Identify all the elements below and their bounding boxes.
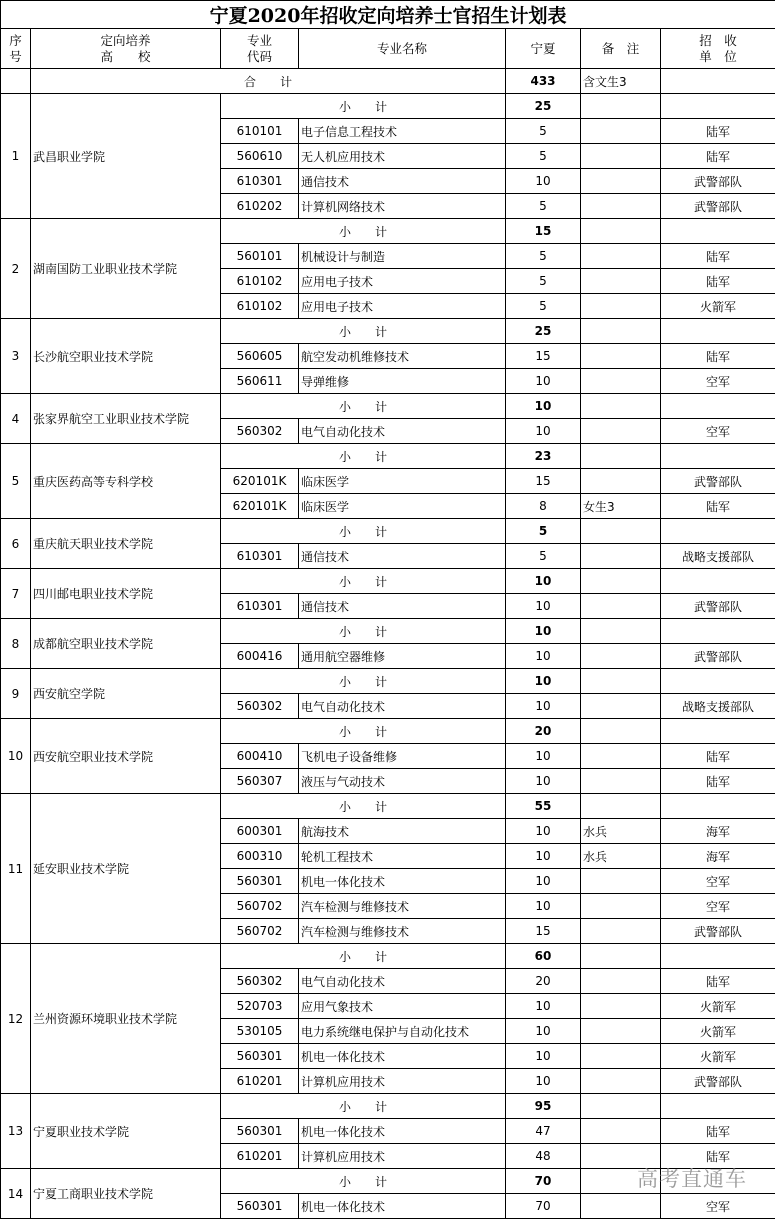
recruiting-unit: 陆军: [661, 1144, 775, 1169]
subtotal-label: 小 计: [221, 669, 506, 694]
quota-count: 10: [506, 769, 581, 794]
note-cell: [581, 869, 661, 894]
major-code: 560702: [221, 894, 299, 919]
note-cell: 水兵: [581, 819, 661, 844]
school-name: 重庆医药高等专科学校: [31, 444, 221, 519]
recruiting-unit: 武警部队: [661, 469, 775, 494]
major-name: 无人机应用技术: [299, 144, 506, 169]
major-code: 610301: [221, 169, 299, 194]
note-cell: [581, 469, 661, 494]
major-name: 航海技术: [299, 819, 506, 844]
major-name: 计算机应用技术: [299, 1144, 506, 1169]
subtotal-label: 小 计: [221, 569, 506, 594]
subtotal-row: [1, 944, 775, 969]
school-name: 西安航空职业技术学院: [31, 719, 221, 794]
major-name: 机电一体化技术: [299, 1119, 506, 1144]
subtotal-row: [1, 444, 775, 469]
school-seq: 7: [1, 569, 31, 619]
major-code: 560611: [221, 369, 299, 394]
quota-count: 10: [506, 819, 581, 844]
unit-cell: [661, 1094, 775, 1119]
major-code: 610201: [221, 1069, 299, 1094]
recruiting-unit: 火箭军: [661, 1044, 775, 1069]
major-name: 通信技术: [299, 594, 506, 619]
major-name: 电气自动化技术: [299, 694, 506, 719]
note-cell: [581, 194, 661, 219]
recruiting-unit: 陆军: [661, 969, 775, 994]
major-code: 600301: [221, 819, 299, 844]
major-code: 610102: [221, 269, 299, 294]
total-label: 合 计: [31, 69, 506, 94]
major-code: 610102: [221, 294, 299, 319]
quota-count: 47: [506, 1119, 581, 1144]
school-name: 四川邮电职业技术学院: [31, 569, 221, 619]
unit-cell: [661, 794, 775, 819]
school-name: 宁夏工商职业技术学院: [31, 1169, 221, 1219]
major-code: 530105: [221, 1019, 299, 1044]
major-name: 通信技术: [299, 169, 506, 194]
subtotal-count: 60: [506, 944, 581, 969]
header-code: 专业 代码: [221, 29, 299, 69]
subtotal-count: 10: [506, 569, 581, 594]
watermark: 高考直通车: [637, 1163, 747, 1193]
note-cell: [581, 269, 661, 294]
school-seq: 4: [1, 394, 31, 444]
recruiting-unit: 武警部队: [661, 594, 775, 619]
subtotal-label: 小 计: [221, 319, 506, 344]
recruiting-unit: 陆军: [661, 769, 775, 794]
quota-count: 5: [506, 294, 581, 319]
subtotal-row: [1, 669, 775, 694]
quota-count: 10: [506, 644, 581, 669]
major-name: 导弹维修: [299, 369, 506, 394]
major-code: 610101: [221, 119, 299, 144]
note-cell: 水兵: [581, 844, 661, 869]
note-cell: [581, 919, 661, 944]
note-cell: [581, 394, 661, 419]
subtotal-count: 5: [506, 519, 581, 544]
quota-count: 5: [506, 544, 581, 569]
note-cell: [581, 169, 661, 194]
subtotal-count: 10: [506, 669, 581, 694]
note-cell: [581, 244, 661, 269]
major-name: 机电一体化技术: [299, 1044, 506, 1069]
major-name: 机电一体化技术: [299, 869, 506, 894]
quota-count: 10: [506, 894, 581, 919]
note-cell: [581, 1194, 661, 1219]
major-name: 应用气象技术: [299, 994, 506, 1019]
unit-cell: [661, 944, 775, 969]
recruiting-unit: 战略支援部队: [661, 544, 775, 569]
subtotal-count: 70: [506, 1169, 581, 1194]
header-seq: 序 号: [1, 29, 31, 69]
major-name: 轮机工程技术: [299, 844, 506, 869]
subtotal-label: 小 计: [221, 619, 506, 644]
unit-cell: [661, 444, 775, 469]
subtotal-count: 20: [506, 719, 581, 744]
major-name: 电子信息工程技术: [299, 119, 506, 144]
note-cell: [581, 669, 661, 694]
note-cell: [581, 769, 661, 794]
subtotal-count: 25: [506, 319, 581, 344]
quota-count: 20: [506, 969, 581, 994]
note-cell: [581, 894, 661, 919]
major-code: 600310: [221, 844, 299, 869]
major-name: 临床医学: [299, 469, 506, 494]
major-code: 560301: [221, 869, 299, 894]
major-name: 汽车检测与维修技术: [299, 894, 506, 919]
subtotal-row: [1, 794, 775, 819]
school-name: 西安航空学院: [31, 669, 221, 719]
school-seq: 2: [1, 219, 31, 319]
major-code: 560307: [221, 769, 299, 794]
recruiting-unit: 陆军: [661, 344, 775, 369]
note-cell: [581, 694, 661, 719]
recruiting-unit: 武警部队: [661, 194, 775, 219]
recruiting-unit: 火箭军: [661, 994, 775, 1019]
major-code: 600416: [221, 644, 299, 669]
quota-count: 5: [506, 194, 581, 219]
unit-cell: [661, 319, 775, 344]
recruiting-unit: 陆军: [661, 744, 775, 769]
subtotal-count: 10: [506, 394, 581, 419]
note-cell: 女生3: [581, 494, 661, 519]
unit-cell: [661, 519, 775, 544]
subtotal-label: 小 计: [221, 444, 506, 469]
major-name: 通用航空器维修: [299, 644, 506, 669]
quota-count: 10: [506, 169, 581, 194]
note-cell: [581, 619, 661, 644]
note-cell: [581, 419, 661, 444]
subtotal-count: 55: [506, 794, 581, 819]
recruiting-unit: 火箭军: [661, 1019, 775, 1044]
unit-cell: [661, 619, 775, 644]
note-cell: [581, 594, 661, 619]
note-cell: [581, 969, 661, 994]
school-seq: 13: [1, 1094, 31, 1169]
quota-count: 10: [506, 594, 581, 619]
recruiting-unit: 海军: [661, 844, 775, 869]
quota-count: 10: [506, 419, 581, 444]
unit-cell: [661, 394, 775, 419]
school-seq: 8: [1, 619, 31, 669]
quota-count: 15: [506, 919, 581, 944]
subtotal-count: 23: [506, 444, 581, 469]
recruiting-unit: 空军: [661, 419, 775, 444]
recruiting-unit: 陆军: [661, 119, 775, 144]
school-name: 兰州资源环境职业技术学院: [31, 944, 221, 1094]
subtotal-label: 小 计: [221, 1169, 506, 1194]
note-cell: [581, 119, 661, 144]
note-cell: [581, 1119, 661, 1144]
school-name: 延安职业技术学院: [31, 794, 221, 944]
subtotal-row: [1, 719, 775, 744]
note-cell: [581, 1094, 661, 1119]
note-cell: [581, 219, 661, 244]
recruiting-unit: 陆军: [661, 269, 775, 294]
subtotal-count: 10: [506, 619, 581, 644]
header-count: 宁夏: [506, 29, 581, 69]
unit-cell: [661, 569, 775, 594]
recruiting-unit: 陆军: [661, 494, 775, 519]
subtotal-count: 95: [506, 1094, 581, 1119]
subtotal-label: 小 计: [221, 519, 506, 544]
recruiting-unit: 海军: [661, 819, 775, 844]
major-code: 560302: [221, 969, 299, 994]
total-row: [1, 69, 775, 94]
subtotal-label: 小 计: [221, 794, 506, 819]
school-name: 武昌职业学院: [31, 94, 221, 219]
note-cell: [581, 644, 661, 669]
major-name: 汽车检测与维修技术: [299, 919, 506, 944]
major-code: 600410: [221, 744, 299, 769]
total-count: 433: [506, 69, 581, 94]
recruiting-unit: 陆军: [661, 144, 775, 169]
recruiting-unit: 战略支援部队: [661, 694, 775, 719]
note-cell: [581, 94, 661, 119]
quota-count: 10: [506, 694, 581, 719]
subtotal-label: 小 计: [221, 719, 506, 744]
major-code: 520703: [221, 994, 299, 1019]
school-name: 张家界航空工业职业技术学院: [31, 394, 221, 444]
major-name: 电力系统继电保护与自动化技术: [299, 1019, 506, 1044]
quota-count: 15: [506, 344, 581, 369]
major-code: 560101: [221, 244, 299, 269]
subtotal-row: [1, 394, 775, 419]
note-cell: [581, 444, 661, 469]
header-unit: 招 收 单 位: [661, 29, 775, 69]
major-name: 飞机电子设备维修: [299, 744, 506, 769]
quota-count: 10: [506, 869, 581, 894]
note-cell: [581, 544, 661, 569]
quota-count: 48: [506, 1144, 581, 1169]
recruiting-unit: 武警部队: [661, 919, 775, 944]
subtotal-label: 小 计: [221, 219, 506, 244]
major-code: 560610: [221, 144, 299, 169]
subtotal-row: [1, 319, 775, 344]
total-note: 含文生3: [581, 69, 661, 94]
quota-count: 10: [506, 744, 581, 769]
quota-count: 10: [506, 994, 581, 1019]
subtotal-row: [1, 519, 775, 544]
major-name: 机电一体化技术: [299, 1194, 506, 1219]
major-name: 电气自动化技术: [299, 419, 506, 444]
page-title: 宁夏2020年招收定向培养士官招生计划表: [1, 1, 775, 29]
quota-count: 5: [506, 119, 581, 144]
header-major: 专业名称: [299, 29, 506, 69]
quota-count: 10: [506, 369, 581, 394]
major-code: 610202: [221, 194, 299, 219]
school-name: 长沙航空职业技术学院: [31, 319, 221, 394]
subtotal-row: [1, 1094, 775, 1119]
major-code: 560302: [221, 419, 299, 444]
subtotal-row: [1, 569, 775, 594]
note-cell: [581, 994, 661, 1019]
major-name: 应用电子技术: [299, 269, 506, 294]
note-cell: [581, 144, 661, 169]
major-name: 临床医学: [299, 494, 506, 519]
school-seq: 12: [1, 944, 31, 1094]
school-name: 湖南国防工业职业技术学院: [31, 219, 221, 319]
quota-count: 10: [506, 1069, 581, 1094]
recruiting-unit: 陆军: [661, 1119, 775, 1144]
major-name: 应用电子技术: [299, 294, 506, 319]
school-seq: 9: [1, 669, 31, 719]
quota-count: 5: [506, 144, 581, 169]
subtotal-row: [1, 219, 775, 244]
quota-count: 10: [506, 1044, 581, 1069]
major-code: 560702: [221, 919, 299, 944]
subtotal-label: 小 计: [221, 1094, 506, 1119]
note-cell: [581, 1044, 661, 1069]
major-name: 航空发动机维修技术: [299, 344, 506, 369]
note-cell: [581, 569, 661, 594]
major-name: 计算机网络技术: [299, 194, 506, 219]
quota-count: 15: [506, 469, 581, 494]
quota-count: 10: [506, 844, 581, 869]
note-cell: [581, 944, 661, 969]
major-code: 620101K: [221, 469, 299, 494]
major-code: 610301: [221, 544, 299, 569]
major-name: 电气自动化技术: [299, 969, 506, 994]
unit-cell: [661, 219, 775, 244]
major-code: 560605: [221, 344, 299, 369]
recruiting-unit: 空军: [661, 369, 775, 394]
header-school: 定向培养 高 校: [31, 29, 221, 69]
subtotal-label: 小 计: [221, 394, 506, 419]
major-code: 560301: [221, 1119, 299, 1144]
note-cell: [581, 1019, 661, 1044]
quota-count: 8: [506, 494, 581, 519]
school-name: 重庆航天职业技术学院: [31, 519, 221, 569]
quota-count: 70: [506, 1194, 581, 1219]
note-cell: [581, 744, 661, 769]
major-name: 通信技术: [299, 544, 506, 569]
note-cell: [581, 369, 661, 394]
recruiting-unit: 空军: [661, 1194, 775, 1219]
note-cell: [581, 1069, 661, 1094]
subtotal-label: 小 计: [221, 94, 506, 119]
school-seq: 1: [1, 94, 31, 219]
quota-count: 10: [506, 1019, 581, 1044]
subtotal-row: [1, 94, 775, 119]
school-seq: 6: [1, 519, 31, 569]
recruiting-unit: 武警部队: [661, 644, 775, 669]
subtotal-count: 15: [506, 219, 581, 244]
subtotal-label: 小 计: [221, 944, 506, 969]
major-code: 610301: [221, 594, 299, 619]
unit-cell: [661, 719, 775, 744]
quota-count: 5: [506, 244, 581, 269]
header-note: 备 注: [581, 29, 661, 69]
recruiting-unit: 陆军: [661, 244, 775, 269]
note-cell: [581, 794, 661, 819]
note-cell: [581, 344, 661, 369]
school-seq: 14: [1, 1169, 31, 1219]
school-seq: 3: [1, 319, 31, 394]
subtotal-count: 25: [506, 94, 581, 119]
school-name: 成都航空职业技术学院: [31, 619, 221, 669]
major-name: 计算机应用技术: [299, 1069, 506, 1094]
school-seq: 5: [1, 444, 31, 519]
major-code: 620101K: [221, 494, 299, 519]
major-name: 液压与气动技术: [299, 769, 506, 794]
school-name: 宁夏职业技术学院: [31, 1094, 221, 1169]
note-cell: [581, 319, 661, 344]
school-seq: 11: [1, 794, 31, 944]
note-cell: [581, 519, 661, 544]
major-code: 560301: [221, 1194, 299, 1219]
recruiting-unit: 武警部队: [661, 169, 775, 194]
major-code: 610201: [221, 1144, 299, 1169]
recruiting-unit: 空军: [661, 894, 775, 919]
recruiting-unit: 武警部队: [661, 1069, 775, 1094]
quota-count: 5: [506, 269, 581, 294]
note-cell: [581, 719, 661, 744]
note-cell: [581, 294, 661, 319]
major-code: 560301: [221, 1044, 299, 1069]
unit-cell: [661, 669, 775, 694]
major-name: 机械设计与制造: [299, 244, 506, 269]
subtotal-row: [1, 619, 775, 644]
header-row: [1, 29, 775, 69]
unit-cell: [661, 94, 775, 119]
recruiting-unit: 火箭军: [661, 294, 775, 319]
school-seq: 10: [1, 719, 31, 794]
major-code: 560302: [221, 694, 299, 719]
recruiting-unit: 空军: [661, 869, 775, 894]
